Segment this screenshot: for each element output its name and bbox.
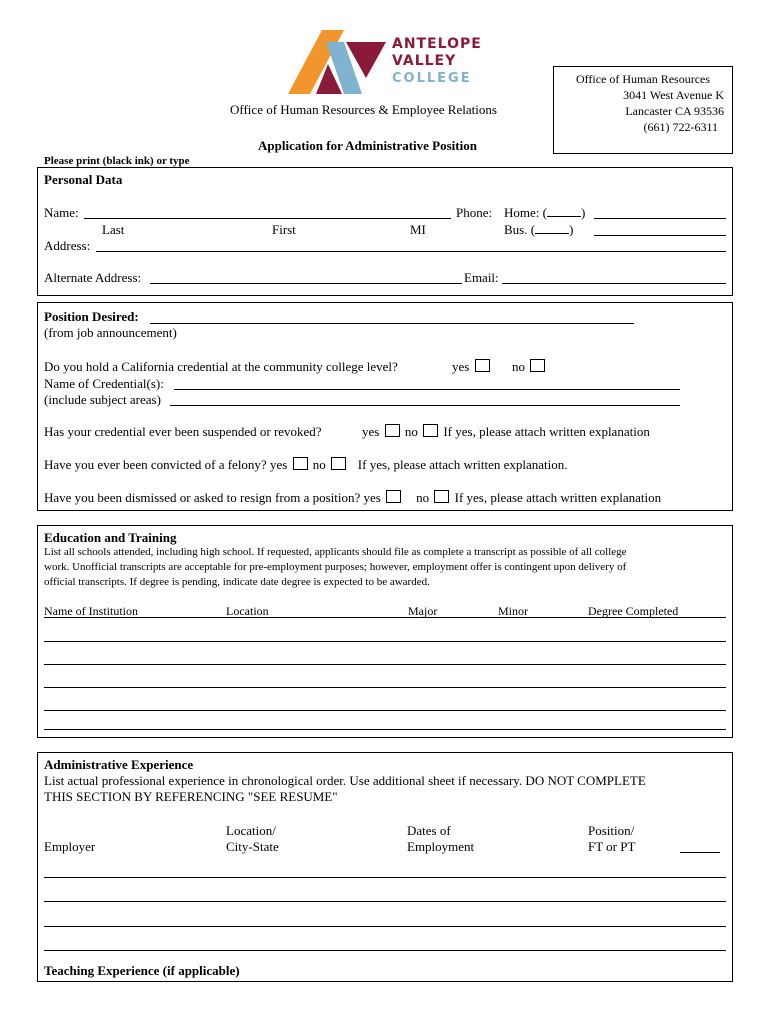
home-label <box>504 205 585 221</box>
admin-instructions-1: List actual professional experience in chronological order. Use additional sheet if necessary. DO NOT COMPLETE <box>44 773 646 788</box>
admin-instructions-2: THIS SECTION BY REFERENCING "SEE RESUME" <box>44 789 338 804</box>
office-name: Office of Human Resources <box>575 72 711 86</box>
home-phone-field[interactable] <box>594 218 726 219</box>
credential-yes <box>452 359 492 375</box>
credential-name-field[interactable] <box>174 389 680 390</box>
education-col-major: Major <box>408 604 438 618</box>
dismissed-yes-checkbox[interactable] <box>386 490 401 503</box>
home-label-text: Home: ( <box>504 205 547 220</box>
education-row-4[interactable] <box>44 710 726 711</box>
dismissed-yes-label: yes <box>363 490 381 505</box>
name-field[interactable] <box>84 218 451 219</box>
subject-areas-field[interactable] <box>170 405 680 406</box>
administrative-experience-section <box>37 752 733 982</box>
dismissed-note: If yes, please attach written explanation <box>454 490 662 505</box>
felony-question-row <box>44 457 568 473</box>
credential-no <box>512 359 547 375</box>
felony-yes-checkbox[interactable] <box>293 457 308 470</box>
email-label: Email: <box>464 270 499 285</box>
admin-col-position-2: FT or PT <box>588 839 636 854</box>
admin-heading: Administrative Experience <box>44 757 194 772</box>
logo-text-antelope: ANTELOPE <box>392 36 482 52</box>
education-heading: Education and Training <box>44 530 177 545</box>
position-section <box>37 302 733 511</box>
alternate-address-field[interactable] <box>150 283 462 284</box>
admin-col-dates-2: Employment <box>407 839 475 854</box>
email-field[interactable] <box>502 283 726 284</box>
felony-yes-label: yes <box>269 457 288 472</box>
admin-row-3[interactable] <box>44 926 726 927</box>
page-title: Application for Administrative Position <box>258 138 477 153</box>
position-note: (from job announcement) <box>44 325 177 340</box>
suspended-yes-checkbox[interactable] <box>385 424 400 437</box>
last-name-label: Last <box>102 222 125 237</box>
phone-label: Phone: <box>456 205 493 220</box>
education-row-5[interactable] <box>44 729 726 730</box>
admin-col-underline <box>680 852 720 853</box>
felony-question: Have you ever been convicted of a felony? <box>44 457 267 472</box>
office-city: Lancaster CA 93536 <box>625 104 724 118</box>
print-instruction: Please print (black ink) or type <box>44 155 190 167</box>
bus-paren-close: ) <box>569 222 574 237</box>
name-label: Name: <box>44 205 79 220</box>
education-row-2[interactable] <box>44 664 726 665</box>
bus-label <box>504 222 573 238</box>
suspended-note: If yes, please attach written explanation <box>443 424 650 439</box>
felony-no-label: no <box>312 457 326 472</box>
office-phone: (661) 722-6311 <box>643 120 718 134</box>
first-name-label: First <box>272 222 296 237</box>
personal-data-heading: Personal Data <box>44 172 123 187</box>
address-label: Address: <box>44 238 91 253</box>
dismissed-question-row <box>44 490 661 506</box>
education-instructions-3: official transcripts. If degree is pending, indicate date degree is expected to be awarded. <box>44 576 430 588</box>
admin-row-1[interactable] <box>44 877 726 878</box>
subject-areas-label: (include subject areas) <box>44 392 161 407</box>
education-instructions-1: List all schools attended, including high school. If requested, applicants should file as complete a transcript as possible of all college <box>44 546 627 558</box>
logo-mark-icon <box>282 28 392 98</box>
credential-name-label: Name of Credential(s): <box>44 376 164 391</box>
address-field[interactable] <box>96 251 726 252</box>
education-row-3[interactable] <box>44 687 726 688</box>
bus-label-text: Bus. ( <box>504 222 536 237</box>
education-instructions-2: work. Unofficial transcripts are acceptable for pre-employment purposes; however, employment offer is contingent upon delivery of <box>44 561 627 573</box>
admin-col-location-1: Location/ <box>226 823 276 838</box>
dismissed-no-label: no <box>416 490 430 505</box>
suspended-options <box>362 424 650 440</box>
credential-question: Do you hold a California credential at the community college level? <box>44 359 398 374</box>
credential-no-label: no <box>512 359 525 374</box>
bus-phone-field[interactable] <box>594 235 726 236</box>
mi-label: MI <box>410 222 426 237</box>
suspended-question: Has your credential ever been suspended or revoked? <box>44 424 322 439</box>
suspended-no-checkbox[interactable] <box>423 424 438 437</box>
education-col-degree: Degree Completed <box>588 604 679 618</box>
alternate-address-label: Alternate Address: <box>44 270 142 285</box>
suspended-yes-label: yes <box>362 424 380 439</box>
credential-yes-checkbox[interactable] <box>475 359 490 372</box>
education-row-1[interactable] <box>44 641 726 642</box>
admin-row-4[interactable] <box>44 950 726 951</box>
credential-no-checkbox[interactable] <box>530 359 545 372</box>
dismissed-question: Have you been dismissed or asked to resign from a position? <box>44 490 361 505</box>
office-subtitle: Office of Human Resources & Employee Relations <box>230 102 497 117</box>
logo-text-valley: VALLEY <box>392 53 457 69</box>
education-section <box>37 525 733 738</box>
admin-col-position-1: Position/ <box>588 823 635 838</box>
home-paren-close: ) <box>580 205 586 220</box>
teaching-experience-heading: Teaching Experience (if applicable) <box>44 963 240 978</box>
education-col-minor: Minor <box>498 604 528 618</box>
credential-yes-label: yes <box>452 359 470 374</box>
office-address-box <box>553 66 733 154</box>
education-header-line <box>44 617 726 618</box>
position-desired-field[interactable] <box>150 323 634 324</box>
education-col-institution: Name of Institution <box>44 604 138 618</box>
felony-no-checkbox[interactable] <box>331 457 346 470</box>
education-col-location: Location <box>226 604 269 618</box>
position-desired-heading: Position Desired: <box>44 309 139 324</box>
logo-text-college: COLLEGE <box>392 71 472 86</box>
admin-col-employer: Employer <box>44 839 96 854</box>
admin-col-location-2: City-State <box>226 839 279 854</box>
felony-note: If yes, please attach written explanation. <box>357 457 568 472</box>
admin-row-2[interactable] <box>44 901 726 902</box>
dismissed-no-checkbox[interactable] <box>434 490 449 503</box>
office-street: 3041 West Avenue K <box>623 88 724 102</box>
suspended-no-label: no <box>404 424 418 439</box>
college-logo <box>282 28 482 98</box>
personal-data-section <box>37 167 733 296</box>
admin-col-dates-1: Dates of <box>407 823 451 838</box>
